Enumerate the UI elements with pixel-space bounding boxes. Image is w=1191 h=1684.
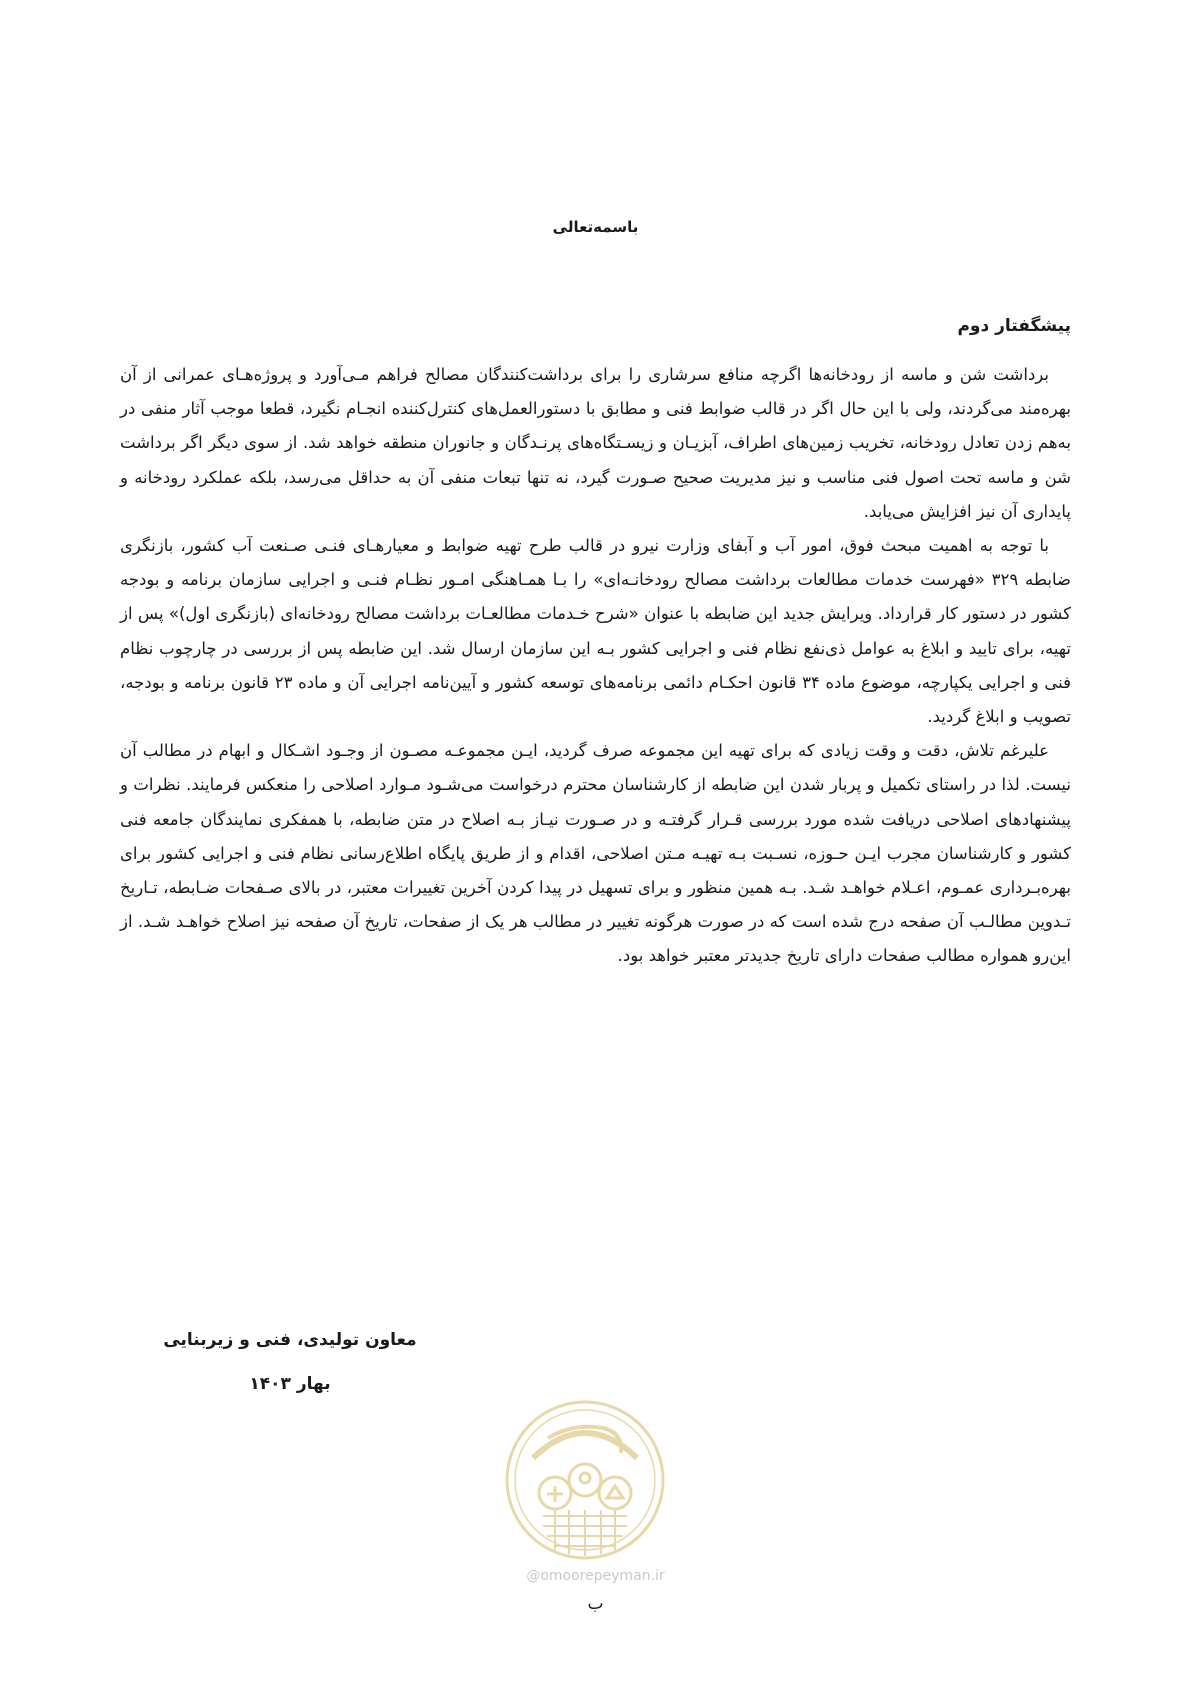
bismillah-header: باسمه‌تعالی: [552, 218, 639, 236]
signature-title: معاون تولیدی، فنی و زیربنایی: [163, 1330, 417, 1350]
signature-date: بهار ۱۴۰۳: [249, 1374, 331, 1394]
watermark-url: @omoorepeyman.ir: [526, 1568, 665, 1584]
section-title: پیشگفتار دوم: [957, 316, 1071, 336]
paragraph-2: با توجه به اهمیت مبحث فوق، امور آب و آبفای وزارت نیرو در قالب طرح تهیه ضوابط و معیارهـای فنـی صـنعت آب کشور، بازنگری ضابطه ۳۲۹ «فهرست خدمات مطالعات برداشت مصالح رودخانـه‌ای» را بـا همـاهنگی امـور نظـام فنـی و اجرایی سازمان برنامه و بودجه کشور در دستور کار قرارداد. ویرایش جدید این ضابطه با عنوان «شرح خـدمات مطالعـات برداشت مصالح رودخانه‌ای (بازنگری اول)» پس از تهیه، برای تایید و ابلاغ به عوامل ذی‌نفع نظام فنی و اجرایی کشور بـه این سازمان ارسال شد. این ضابطه پس از بررسی در چارچوب نظام فنی و اجرایی یکپارچه، موضوع ماده ۳۴ قانون احکـام دائمی برنامه‌های توسعه کشور و آیین‌نامه اجرایی آن و ماده ۲۳ قانون برنامه و بودجه، تصویب و ابلاغ گردید.: [120, 536, 1071, 727]
stamp-emblem-icon: [503, 1398, 667, 1562]
watermark-stamp-logo: [503, 1398, 667, 1562]
paragraph-3: علیرغم تلاش، دقت و وقت زیادی که برای تهیه این مجموعه صرف گردید، ایـن مجموعـه مصـون از وجـود اشـکال و ابهام در مطالب آن نیست. لذا در راستای تکمیل و پربار شدن این ضابطه از کارشناسان محترم درخواست می‌شـود مـوارد اصلاحی را منعکس فرمایند. نظرات و پیشنهادهای اصلاحی دریافت شده مورد بررسی قـرار گرفتـه و در صـورت نیـاز بـه اصلاح در متن ضابطه، با همفکری نمایندگان جامعه فنی کشور و کارشناسان مجرب ایـن حـوزه، نسـبت بـه تهیـه مـتن اصلاحی، اقدام و از طریق پایگاه اطلاع‌رسانی نظام فنی و اجرایی کشور برای بهره‌بـرداری عمـوم، اعـلام خواهـد شـد. بـه همین منظور و برای تسهیل در پیدا کردن آخرین تغییرات معتبر، در بالای صـفحات ضـابطه، تـاریخ تـدوین مطالـب آن صفحه درج شده است که در صورت هرگونه تغییر در مطالب هر یک از صفحات، تاریخ آن صفحه نیز اصلاح خواهـد شـد. از این‌رو همواره مطالب صفحات دارای تاریخ جدیدتر معتبر خواهد بود.: [120, 741, 1071, 966]
signature-block: [160, 1318, 420, 1406]
body-text: [120, 358, 1071, 974]
page-number: ب: [587, 1594, 604, 1614]
paragraph-1: برداشت شن و ماسه از رودخانه‌ها اگرچه منافع سرشاری را برای برداشت‌کنندگان مصالح فراهم مـی‌آورد و پروژه‌هـای عمرانی از آن بهره‌مند می‌گردند، ولی با این حال اگر در قالب ضوابط فنی و مطابق با دستورالعمل‌های کنترل‌کننده انجـام نگیرد، قطعا موجب آثار منفی در به‌هم زدن تعادل رودخانه، تخریب زمین‌های اطراف، آبزیـان و زیسـتگاه‌های پرنـدگان و جانوران منطقه خواهد شد. از سوی دیگر اگر برداشت شن و ماسه تحت اصول فنی مناسب و نیز مدیریت صحیح صـورت گیرد، نه تنها تبعات منفی آن به حداقل می‌رسد، بلکه عملکرد رودخانه و پایداری آن نیز افزایش می‌یابد.: [120, 365, 1071, 521]
